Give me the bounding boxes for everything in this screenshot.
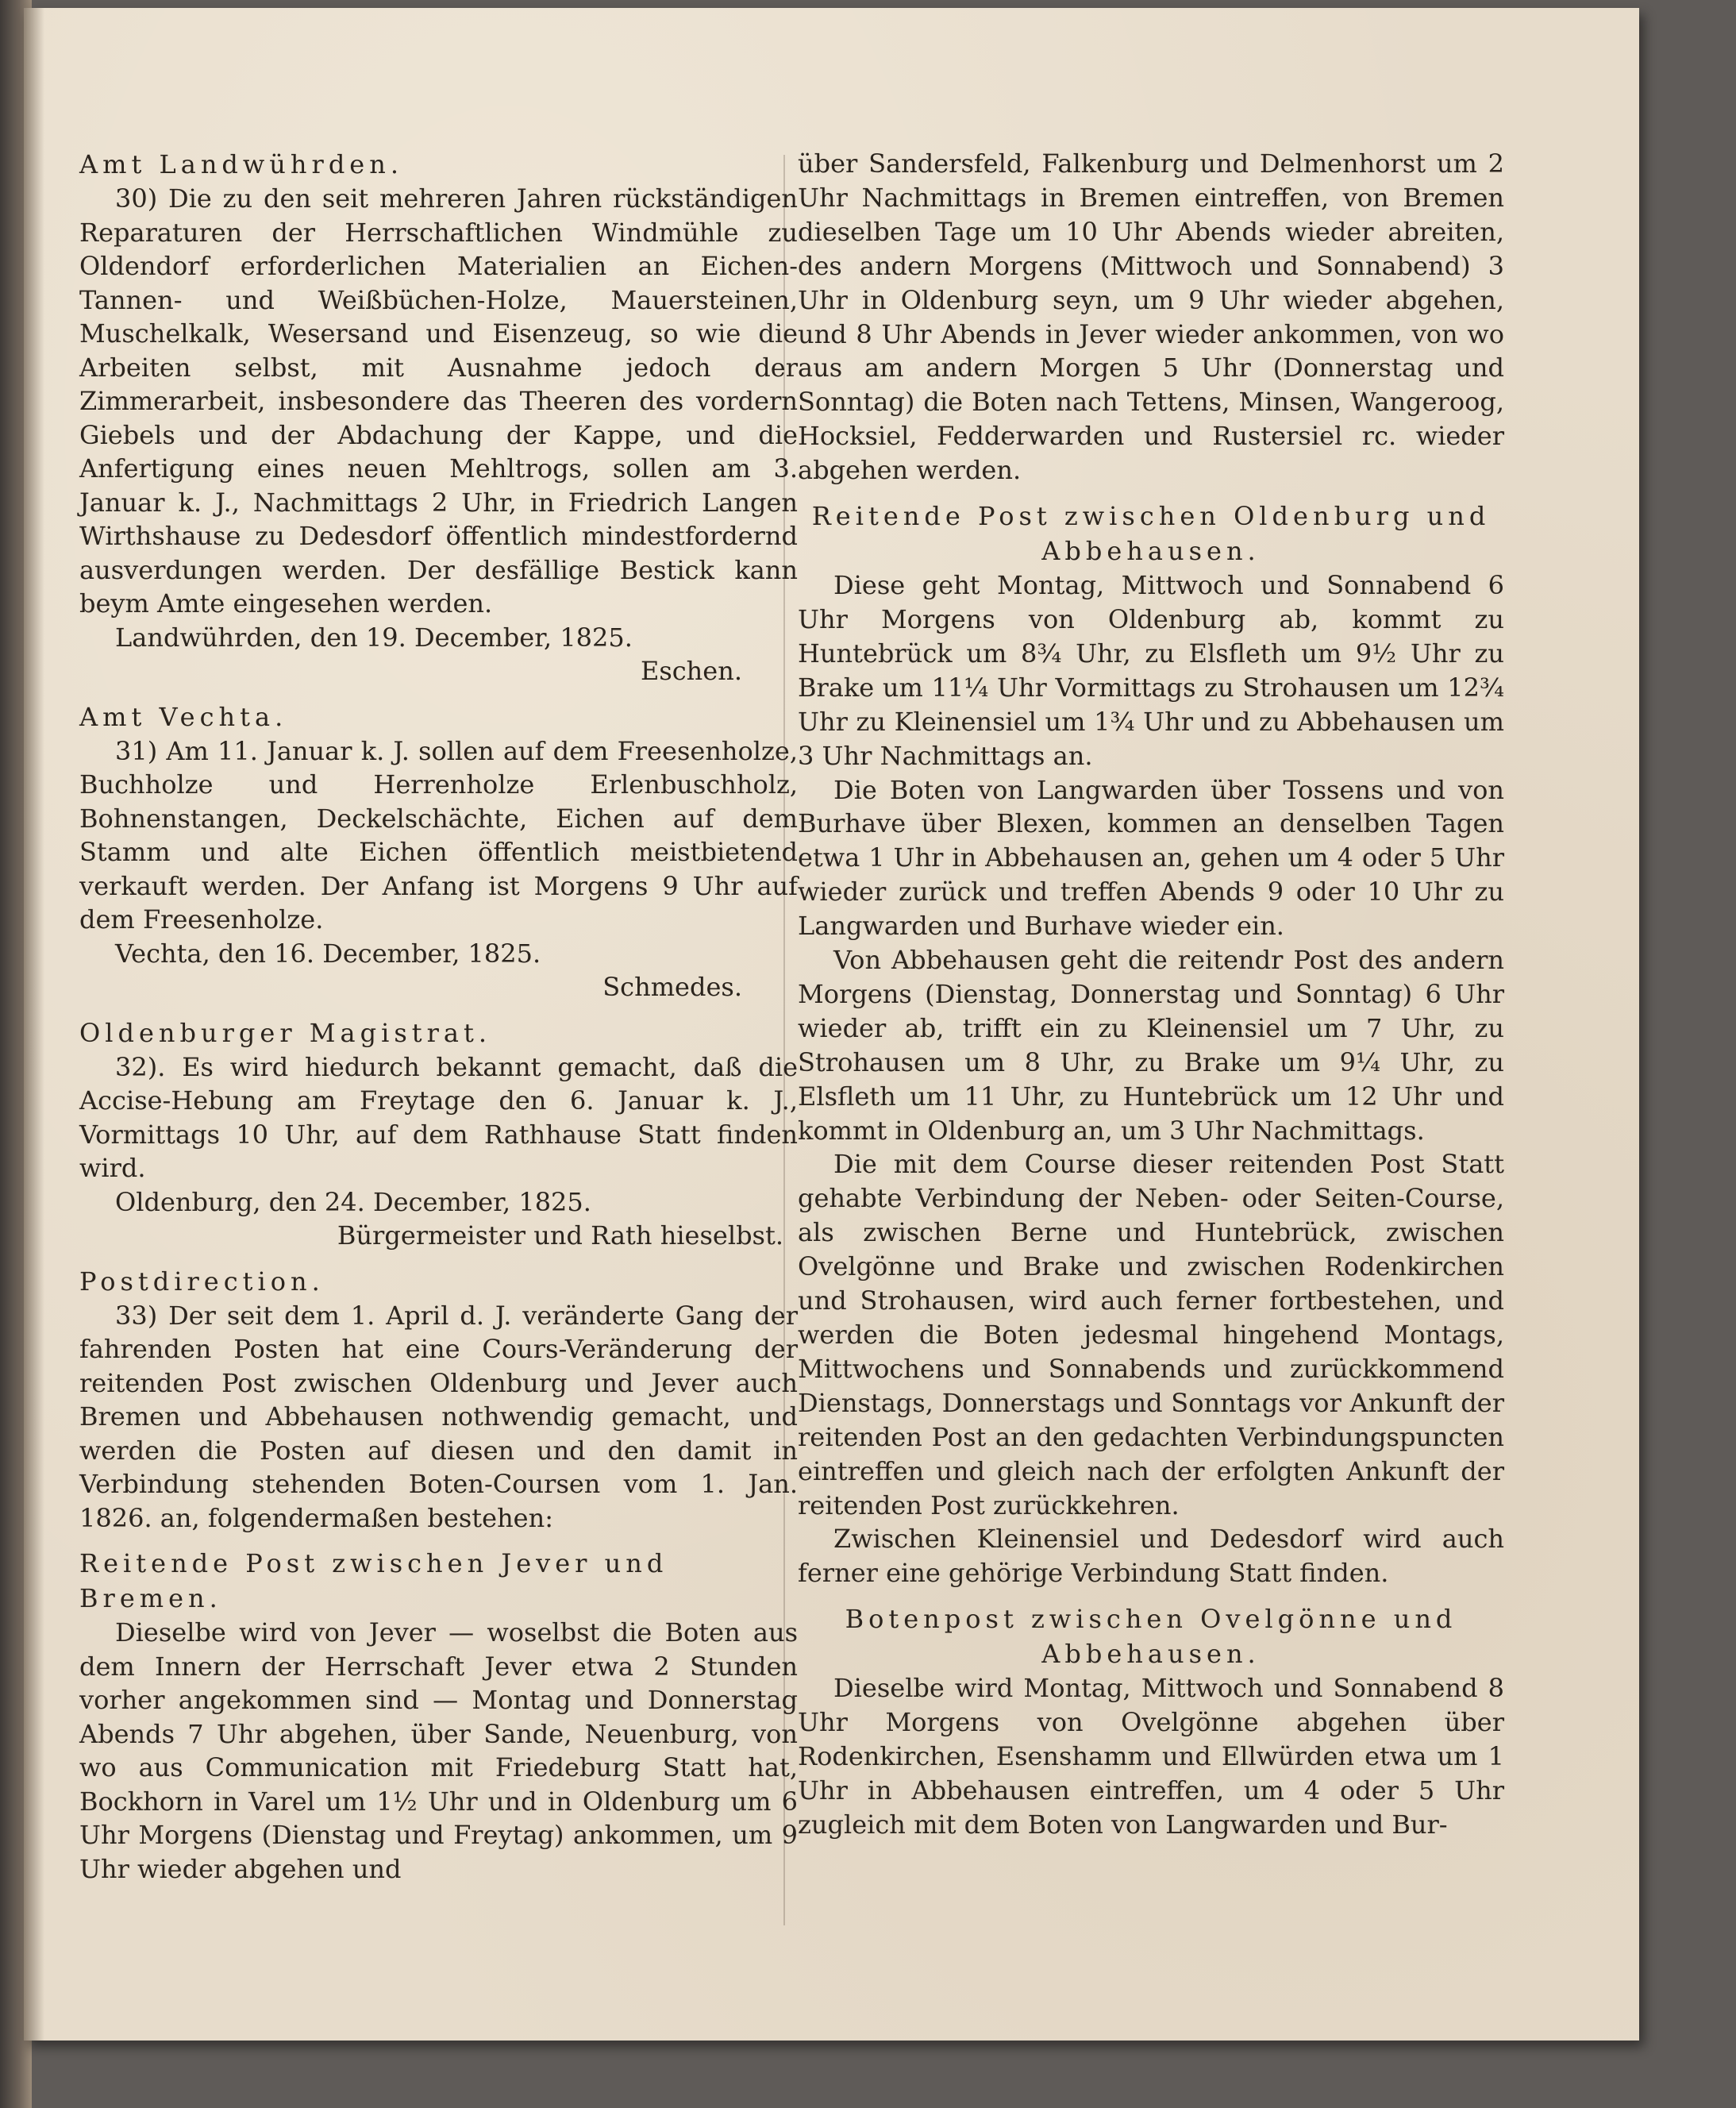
- right-column: [798, 147, 1504, 1842]
- oldenburg-abbehausen-paragraph-3: Von Abbehausen geht die reitendr Post des andern Morgens (Dienstag, Donnerstag und Sonntag) 6 Uhr wieder ab, trifft ein zu Kleinensiel um 7 Uhr, zu Strohausen um 8 Uhr, zu Brake um 9¼ Uhr, zu Elsfleth um 11 Uhr, zu Huntebrück um 12 Uhr und kommt in Oldenburg an, um 3 Uhr Nachmittags.: [798, 945, 1504, 1146]
- section-heading-amt-landwuehrden: Amt Landwührden.: [79, 149, 404, 179]
- notice-31-dateline: Vechta, den 16. December, 1825.: [115, 938, 541, 969]
- left-column: [79, 147, 798, 1886]
- notice-31-signature: Schmedes.: [602, 972, 742, 1002]
- oldenburg-abbehausen-paragraph-2: Die Boten von Langwarden über Tossens und von Burhave über Blexen, kommen an denselben Tagen etwa 1 Uhr in Abbehausen an, gehen um 4 oder 5 Uhr wieder zurück und treffen Abends 9 oder 10 Uhr zu Langwarden und Burhave wieder ein.: [798, 774, 1504, 942]
- section-heading-amt-vechta: Amt Vechta.: [79, 701, 288, 732]
- newspaper-page: [24, 8, 1639, 2041]
- reitende-post-jever-bremen-continued: über Sandersfeld, Falkenburg und Delmenhorst um 2 Uhr Nachmittags in Bremen eintreffen, von Bremen dieselben Tage um 10 Uhr Abends wieder abreiten, des andern Morgens (Mittwoch und Sonnabend) 3 Uhr in Oldenburg seyn, um 9 Uhr wieder abgehen, und 8 Uhr Abends in Jever wieder ankommen, von wo aus am andern Morgen 5 Uhr (Donnerstag und Sonntag) die Boten nach Tettens, Minsen, Wangeroog, Hocksiel, Fedderwarden und Rustersiel rc. wieder abgehen werden.: [798, 148, 1504, 486]
- page-fold-shadow: [24, 8, 44, 2041]
- subheading-botenpost-ovelgoenne-abbehausen: Botenpost zwischen Ovelgönne und Abbehausen.: [845, 1604, 1457, 1670]
- notice-32-signature: Bürgermeister und Rath hieselbst.: [337, 1220, 783, 1251]
- notice-31-body: 31) Am 11. Januar k. J. sollen auf dem Freesenholze, Buchholze und Herrenholze Erlenbuschholz, Bohnenstangen, Deckelschächte, Eichen auf dem Stamm und alte Eichen öffentlich meistbietend verkauft werden. Der Anfang ist Morgens 9 Uhr auf dem Freesenholze.: [79, 735, 798, 935]
- reitende-post-jever-bremen-body: Dieselbe wird von Jever — woselbst die Boten aus dem Innern der Herrschaft Jever etwa 2 Stunden vorher angekommen sind — Montag und Donnerstag Abends 7 Uhr abgehen, über Sande, Neuenburg, von wo aus Communication mit Friedeburg Statt hat, Bockhorn in Varel um 1½ Uhr und in Oldenburg um 6 Uhr Morgens (Dienstag und Freytag) ankommen, um 9 Uhr wieder abgehen und: [79, 1617, 798, 1884]
- notice-33-body: 33) Der seit dem 1. April d. J. veränderte Gang der fahrenden Posten hat eine Cours-Veränderung der reitenden Post zwischen Oldenburg und Jever auch Bremen und Abbehausen nothwendig gemacht, und werden die Posten auf diesen und den damit in Verbindung stehenden Boten-Coursen vom 1. Jan. 1826. an, folgendermaßen bestehen:: [79, 1300, 798, 1533]
- notice-32-body: 32). Es wird hiedurch bekannt gemacht, daß die Accise-Hebung am Freytage den 6. Januar k. J., Vormittags 10 Uhr, auf dem Rathhause Statt finden wird.: [79, 1051, 798, 1183]
- notice-30-body: 30) Die zu den seit mehreren Jahren rückständigen Reparaturen der Herrschaftlichen Windmühle zu Oldendorf erforderlichen Materialien an Eichen-Tannen- und Weißbüchen-Holze, Mauersteinen, Muschelkalk, Wesersand und Eisenzeug, so wie die Arbeiten selbst, mit Ausnahme jedoch der Zimmerarbeit, insbesondere das Theeren des vordern Giebels und der Abdachung der Kappe, und die Anfertigung eines neuen Mehltrogs, sollen am 3. Januar k. J., Nachmittags 2 Uhr, in Friedrich Langen Wirthshause zu Dedesdorf öffentlich mindestfordernd ausverdungen werden. Der desfällige Bestick kann beym Amte eingesehen werden.: [79, 183, 798, 619]
- section-heading-oldenburger-magistrat: Oldenburger Magistrat.: [79, 1017, 492, 1048]
- botenpost-ovelgoenne-abbehausen-body: Dieselbe wird Montag, Mittwoch und Sonnabend 8 Uhr Morgens von Ovelgönne abgehen über Rodenkirchen, Esenshamm und Ellwürden etwa um 1 Uhr in Abbehausen eintreffen, um 4 oder 5 Uhr zugleich mit dem Boten von Langwarden und Bur-: [798, 1673, 1504, 1840]
- notice-32-dateline: Oldenburg, den 24. December, 1825.: [115, 1186, 591, 1217]
- section-heading-postdirection: Postdirection.: [79, 1266, 325, 1297]
- subheading-reitende-post-oldenburg-abbehausen: Reitende Post zwischen Oldenburg und Abbehausen.: [811, 501, 1491, 567]
- notice-30-dateline: Landwührden, den 19. December, 1825.: [115, 622, 633, 653]
- oldenburg-abbehausen-paragraph-5: Zwischen Kleinensiel und Dedesdorf wird auch ferner eine gehörige Verbindung Statt finden.: [798, 1524, 1504, 1589]
- subheading-reitende-post-jever-bremen: Reitende Post zwischen Jever und Bremen.: [79, 1548, 668, 1613]
- oldenburg-abbehausen-paragraph-4: Die mit dem Course dieser reitenden Post Statt gehabte Verbindung der Neben- oder Seiten-Course, als zwischen Berne und Huntebrück, zwischen Ovelgönne und Brake und zwischen Rodenkirchen und Strohausen, wird auch ferner fortbestehen, und werden die Boten jedesmal hingehend Montags, Mittwochens und Sonnabends und zurückkommend Dienstags, Donnerstags und Sonntags vor Ankunft der reitenden Post an den gedachten Verbindungspuncten eintreffen und gleich nach der erfolgten Ankunft der reitenden Post zurückkehren.: [798, 1149, 1504, 1520]
- oldenburg-abbehausen-paragraph-1: Diese geht Montag, Mittwoch und Sonnabend 6 Uhr Morgens von Oldenburg ab, kommt zu Huntebrück um 8¾ Uhr, zu Elsfleth um 9½ Uhr zu Brake um 11¼ Uhr Vormittags zu Strohausen um 12¾ Uhr zu Kleinensiel um 1¾ Uhr und zu Abbehausen um 3 Uhr Nachmittags an.: [798, 570, 1504, 771]
- notice-30-signature: Eschen.: [640, 656, 742, 686]
